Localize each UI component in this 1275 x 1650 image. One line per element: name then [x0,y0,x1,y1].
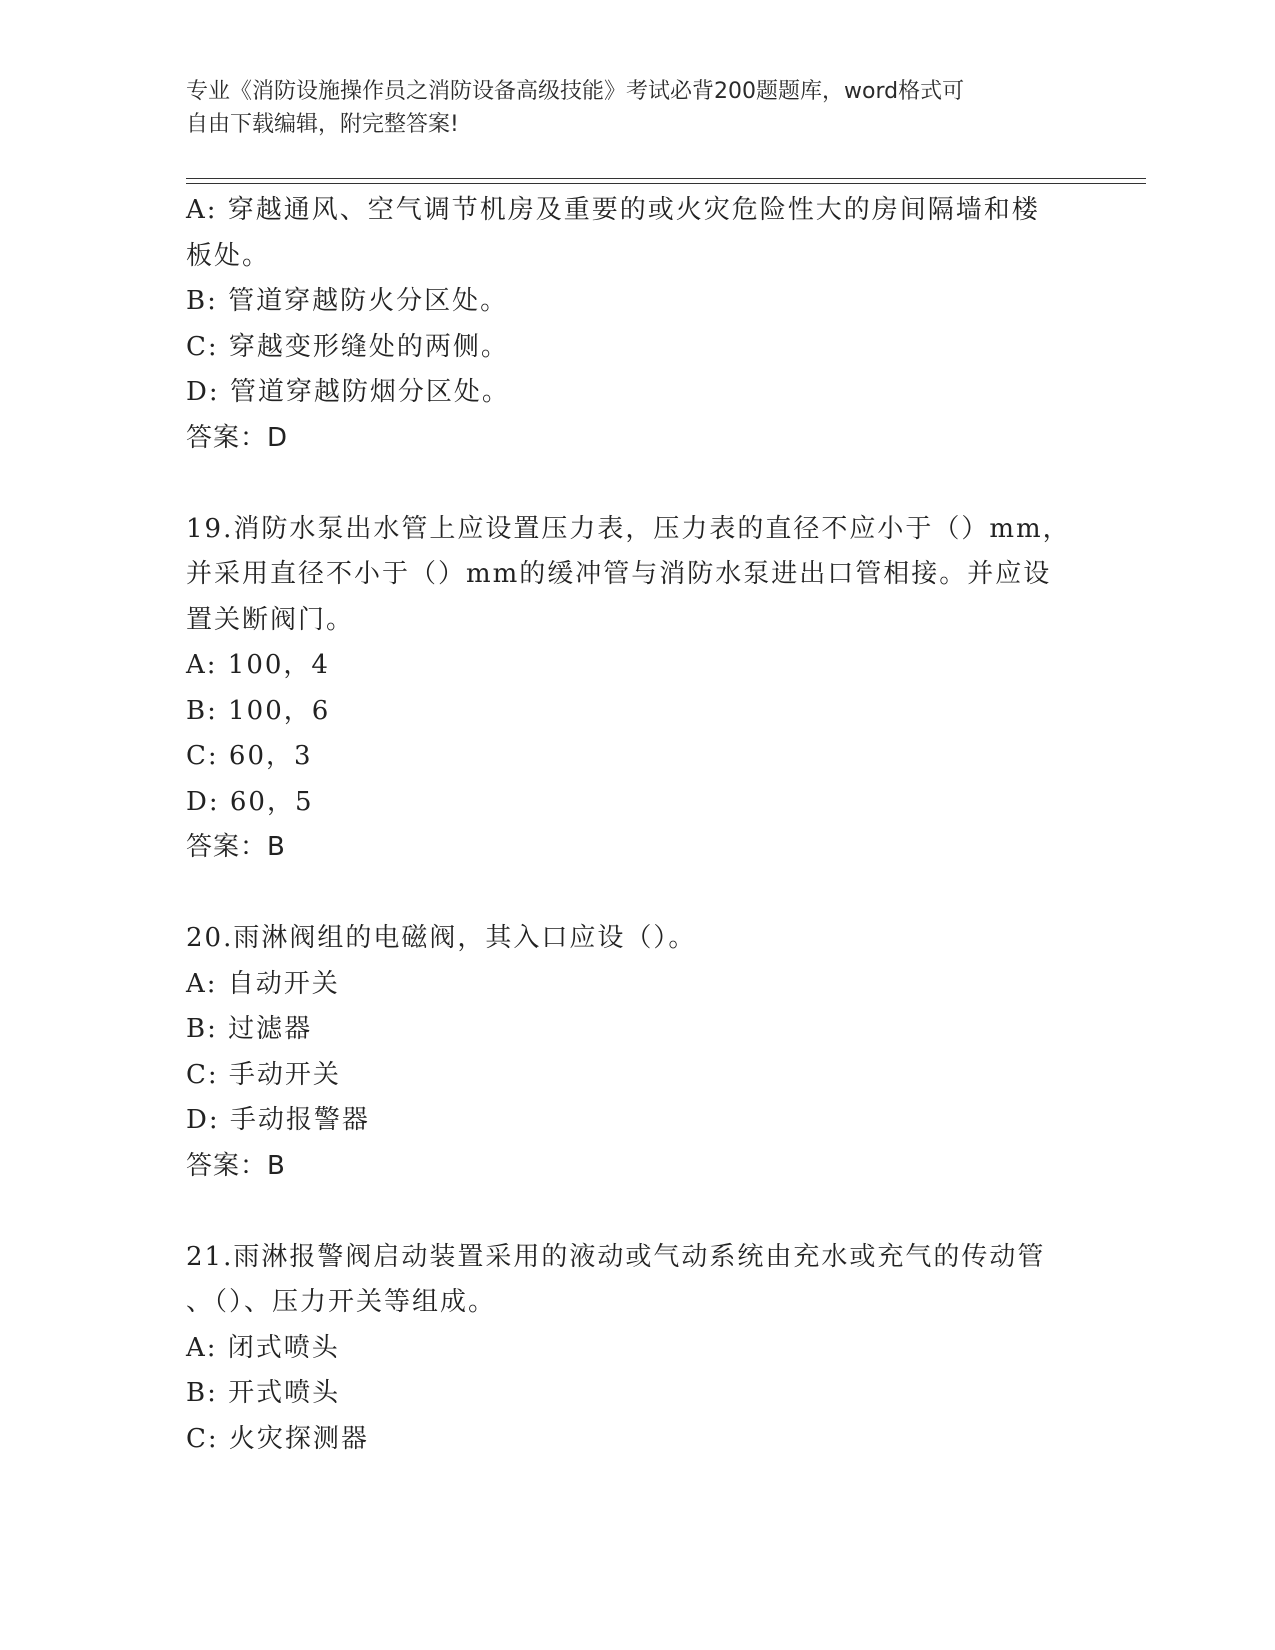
option-d: D: 60，5 [186,786,314,817]
option-a: A: 闭式喷头 [186,1332,340,1363]
option-a-continued: 板处。 [186,240,271,271]
question-20 [186,916,1086,1189]
question-stem-line: 19.消防水泵出水管上应设置压力表，压力表的直径不应小于（）mm， [186,513,1071,544]
answer-line: 答案：D [186,422,289,453]
option-c: C: 手动开关 [186,1059,341,1090]
option-b: B: 开式喷头 [186,1378,341,1408]
spacer [186,461,1086,507]
option-d: D: 管道穿越防烟分区处。 [186,377,510,407]
option-c: C: 火灾探测器 [186,1423,369,1454]
option-d: D: 手动报警器 [186,1105,370,1135]
document-header [186,75,1066,141]
option-a: A: 穿越通风、空气调节机房及重要的或火灾危险性大的房间隔墙和楼 [186,195,1040,225]
answer-line: 答案：B [186,1150,286,1181]
question-list [186,188,1086,1462]
option-b: B: 过滤器 [186,1014,313,1044]
question-stem-line: 置关断阀门。 [186,604,355,635]
option-a: A: 100，4 [186,650,330,680]
header-line-2: 自由下载编辑，附完整答案! [186,112,459,137]
question-stem-line: 、（）、压力开关等组成。 [186,1287,497,1317]
answer-line: 答案：B [186,832,286,862]
question-21 [186,1235,1086,1463]
question-19 [186,507,1086,871]
header-rule-bottom [186,183,1146,184]
spacer [186,871,1086,917]
header-rule-top [186,178,1146,179]
option-b: B: 100，6 [186,695,331,726]
question-stem-line: 并采用直径不小于（）mm的缓冲管与消防水泵进出口管相接。并应设 [186,559,1052,589]
header-line-1: 专业《消防设施操作员之消防设备高级技能》考试必背200题题库，word格式可 [186,79,965,104]
question-stem-line: 21.雨淋报警阀启动装置采用的液动或气动系统由充水或充气的传动管 [186,1241,1046,1272]
spacer [186,1189,1086,1235]
option-c: C: 穿越变形缝处的两侧。 [186,331,509,362]
option-a: A: 自动开关 [186,968,340,999]
option-b: B: 管道穿越防火分区处。 [186,286,509,316]
question-stem-line: 20.雨淋阀组的电磁阀，其入口应设（）。 [186,923,697,953]
prev-question-block [186,188,1086,461]
option-c: C: 60，3 [186,741,313,771]
